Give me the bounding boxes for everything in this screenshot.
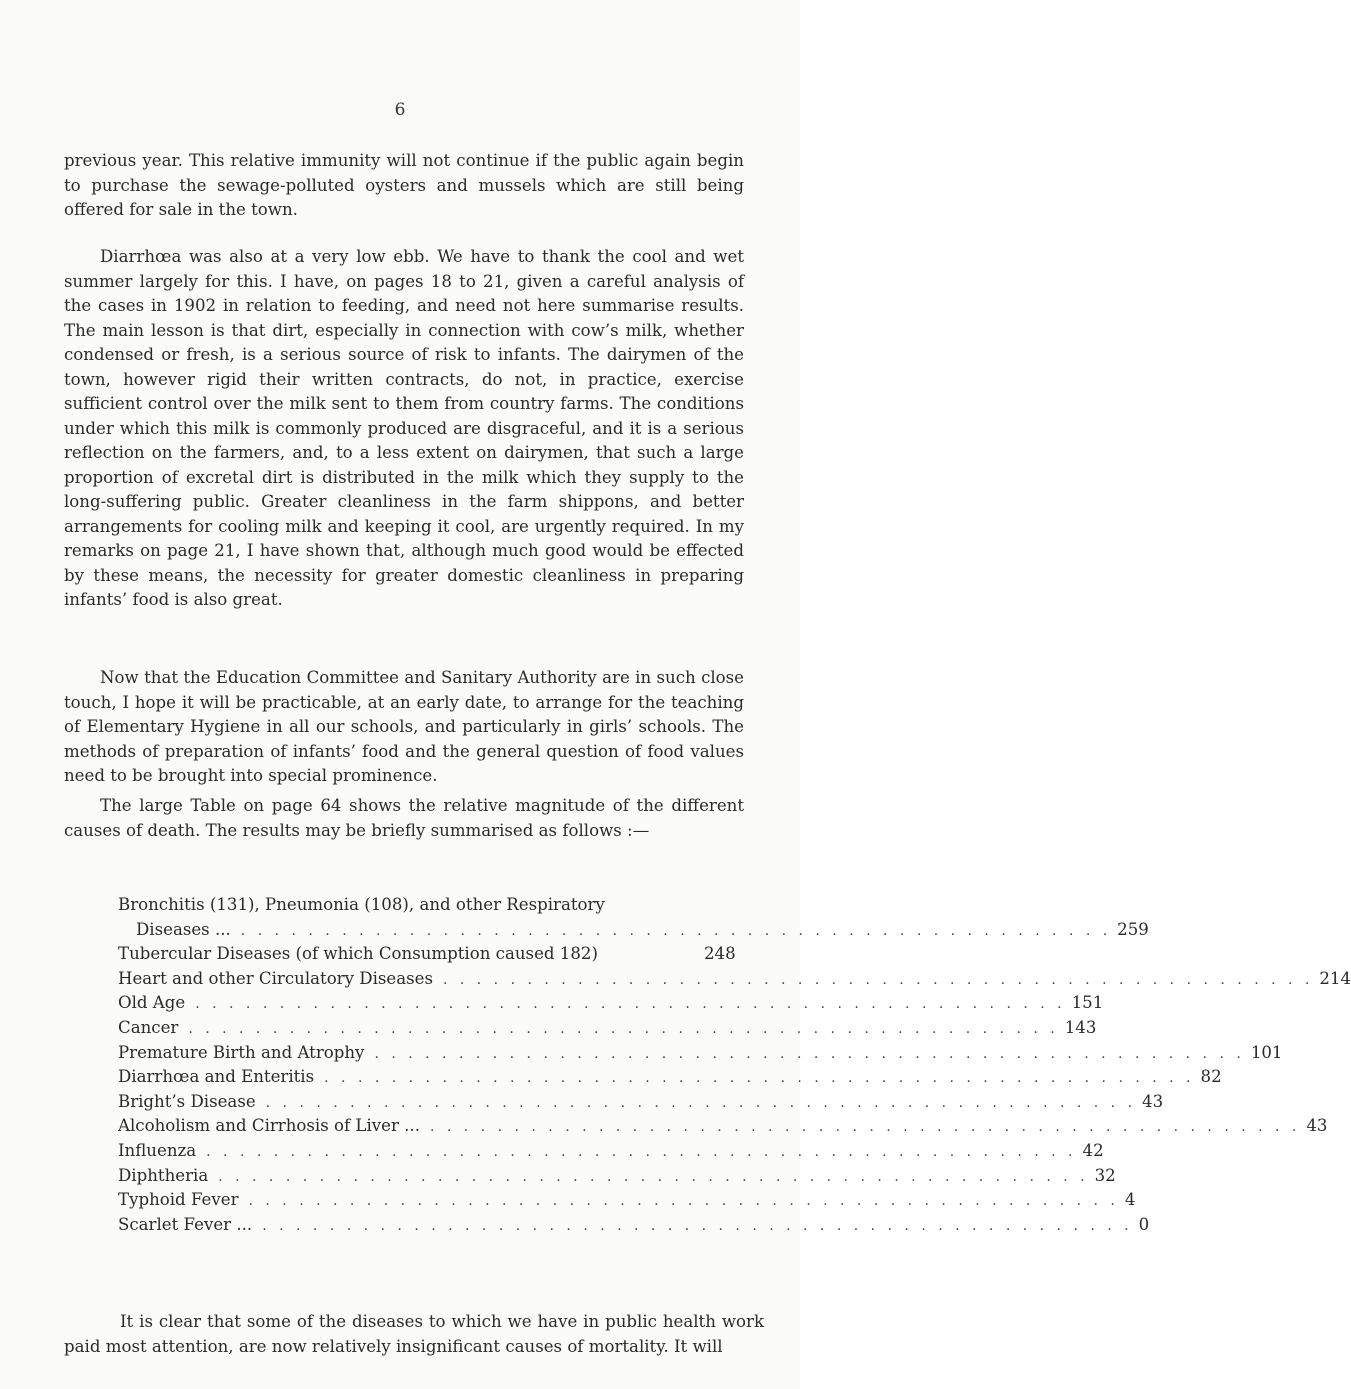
- cause-name: Scarlet Fever ...: [118, 1214, 253, 1234]
- page-number: 6: [394, 100, 406, 120]
- cause-name: Bright’s Disease: [118, 1091, 256, 1111]
- cause-row: [118, 1139, 1104, 1164]
- causes-heading-row: [118, 893, 758, 918]
- cause-row: [118, 1188, 1136, 1213]
- cause-name: Premature Birth and Atrophy: [118, 1042, 365, 1062]
- causes-of-death-list: [118, 893, 1351, 1237]
- cause-row: [118, 1114, 1328, 1139]
- cause-count: 248: [704, 944, 736, 964]
- paragraph-summary-intro: The large Table on page 64 shows the relative magnitude of the different causes of death. The results may be briefly summarised as follows :—: [64, 796, 744, 840]
- paragraph-education: Now that the Education Committee and Sanitary Authority are in such close touch, I hope it will be practicable, at an early date, to arrange for the teaching of Elementary Hygiene in all our schools, and particularly in girls’ schools. The methods of preparation of infants’ food and the general question of food values need to be brought into special prominence.: [64, 668, 744, 785]
- cause-row: [118, 991, 1104, 1016]
- leader-dots: . . . . . . . . . . . . . . . . . . . . . . . . . . . . . . . . . . . . . . . . . . . . . . . . . . . .: [442, 971, 1314, 988]
- cause-name: Diphtheria: [118, 1165, 209, 1185]
- cause-name: Alcoholism and Cirrhosis of Liver ...: [118, 1116, 420, 1136]
- cause-name: Heart and other Circulatory Diseases: [118, 968, 433, 988]
- leader-dots: . . . . . . . . . . . . . . . . . . . . . . . . . . . . . . . . . . . . . . . . . . . . . . . . . . . .: [248, 1193, 1119, 1210]
- leader-dots: . . . . . . . . . . . . . . . . . . . . . . . . . . . . . . . . . . . . . . . . . . . . . . . . . . . .: [262, 1217, 1133, 1234]
- leader-dots: . . . . . . . . . . . . . . . . . . . . . . . . . . . . . . . . . . . . . . . . . . . . . . . . . . . .: [430, 1119, 1301, 1136]
- cause-name: Diseases ...: [136, 919, 231, 939]
- cause-count: 151: [1071, 993, 1104, 1013]
- cause-count: 42: [1082, 1140, 1104, 1160]
- cause-name: Old Age: [118, 993, 186, 1013]
- cause-count: 143: [1064, 1017, 1097, 1037]
- leader-dots: . . . . . . . . . . . . . . . . . . . . . . . . . . . . . . . . . . . . . . . . . . . . . . . . . . . .: [240, 922, 1112, 939]
- cause-name: Typhoid Fever: [118, 1190, 239, 1210]
- leader-dots: . . . . . . . . . . . . . . . . . . . . . . . . . . . . . . . . . . . . . . . . . . . . . . . . . . . .: [206, 1143, 1077, 1160]
- cause-name: Tubercular Diseases (of which Consumption caused 182): [118, 944, 598, 964]
- cause-row: [118, 918, 1149, 943]
- leader-dots: . . . . . . . . . . . . . . . . . . . . . . . . . . . . . . . . . . . . . . . . . . . . . . . . . . . .: [218, 1168, 1089, 1185]
- cause-row: [118, 942, 758, 967]
- leader-dots: . . . . . . . . . . . . . . . . . . . . . . . . . . . . . . . . . . . . . . . . . . . . . . . . . . . .: [188, 1020, 1059, 1037]
- paragraph-previous-year: previous year. This relative immunity will not continue if the public again begin to purchase the sewage-polluted oysters and mussels which are still being offered for sale in the town.: [64, 151, 744, 219]
- paragraph-conclusion-text: It is clear that some of the diseases to which we have in public health work paid most attention, are now relatively insignificant causes of mortality. It will: [64, 1312, 764, 1356]
- leader-dots: . . . . . . . . . . . . . . . . . . . . . . . . . . . . . . . . . . . . . . . . . . . . . . . . . . . .: [195, 996, 1066, 1013]
- cause-row: [118, 1016, 1097, 1041]
- cause-count: 0: [1138, 1214, 1150, 1234]
- cause-rows: [118, 918, 1351, 1238]
- leader-dots: . . . . . . . . . . . . . . . . . . . . . . . . . . . . . . . . . . . . . . . . . . . . . . . . . . . .: [265, 1094, 1137, 1111]
- causes-heading: Bronchitis (131), Pneumonia (108), and other Respiratory: [118, 895, 605, 914]
- leader-dots: . . . . . . . . . . . . . . . . . . . . . . . . . . . . . . . . . . . . . . . . . . . . . . . . . . . .: [324, 1070, 1195, 1087]
- cause-row: [118, 1164, 1116, 1189]
- paragraph-conclusion: [64, 1310, 764, 1359]
- leader-dots: . . . . . . . . . . . . . . . . . . . . . . . . . . . . . . . . . . . . . . . . . . . . . . . . . . . .: [374, 1045, 1245, 1062]
- cause-row: [118, 1090, 1164, 1115]
- cause-count: 101: [1250, 1042, 1283, 1062]
- cause-row: [118, 1213, 1150, 1238]
- paragraph-diarrhoea: Diarrhœa was also at a very low ebb. We have to thank the cool and wet summer largely for this. I have, on pages 18 to 21, given a careful analysis of the cases in 1902 in relation to feeding, and need not here summarise results. The main lesson is that dirt, especially in connection with cow’s milk, whether condensed or fresh, is a serious source of risk to infants. The dairymen of the town, however rigid their written contracts, do not, in practice, exercise sufficient control over the milk sent to them from country farms. The conditions under which this milk is commonly produced are disgraceful, and it is a serious reflection on the farmers, and, to a less extent on dairymen, that such a large proportion of excretal dirt is distributed in the milk which they supply to the long-suffering public. Greater cleanliness in the farm shippons, and better arrangements for cooling milk and keeping it cool, are urgently required. In my remarks on page 21, I have shown that, although much good would be effected by these means, the necessity for greater domestic cleanliness in preparing infants’ food is also great.: [64, 247, 744, 609]
- cause-count: 43: [1142, 1091, 1164, 1111]
- cause-count: 259: [1117, 919, 1149, 939]
- cause-row: [118, 1065, 1222, 1090]
- cause-name: Influenza: [118, 1140, 197, 1160]
- cause-count: 82: [1200, 1067, 1222, 1087]
- cause-row: [118, 1041, 1283, 1066]
- cause-name: Diarrhœa and Enteritis: [118, 1067, 315, 1087]
- cause-count: 32: [1094, 1165, 1116, 1185]
- cause-count: 214: [1319, 968, 1351, 988]
- cause-count: 43: [1306, 1116, 1328, 1136]
- cause-count: 4: [1124, 1190, 1136, 1210]
- cause-row: [118, 967, 1351, 992]
- cause-name: Cancer: [118, 1017, 179, 1037]
